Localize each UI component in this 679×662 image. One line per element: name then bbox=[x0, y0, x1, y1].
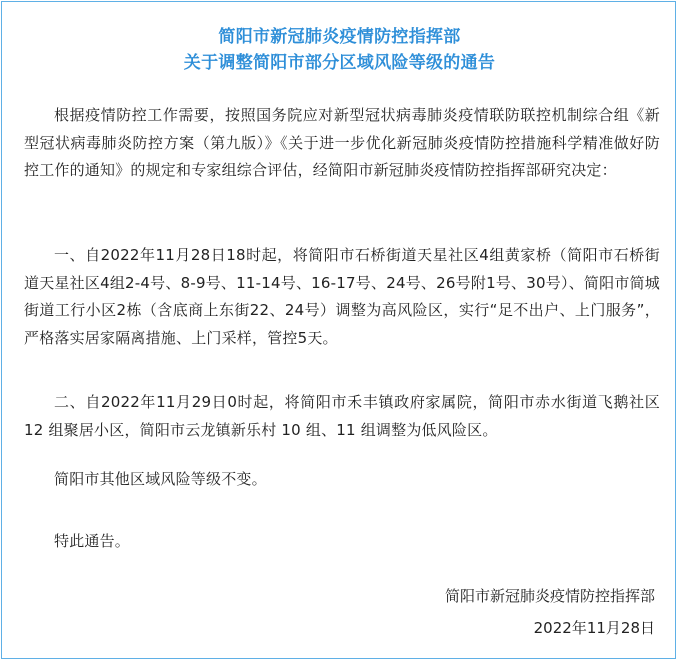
paragraph-low-risk: 二、自2022年11月29日0时起，将简阳市禾丰镇政府家属院，简阳市赤水街道飞鹅社区 12 组聚居小区，简阳市云龙镇新乐村 10 组、11 组调整为低风险区。 bbox=[24, 393, 660, 439]
paragraph-closing: 特此通告。 bbox=[54, 532, 131, 550]
notice-date: 2022年11月28日 bbox=[533, 619, 655, 637]
signature: 简阳市新冠肺炎疫情防控指挥部 bbox=[444, 587, 655, 605]
paragraph-high-risk: 一、自2022年11月28日18时起，将简阳市石桥街道天星社区4组黄家桥（简阳市石桥街道天星社区4组2-4号、8-9号、11-14号、16-17号、24号、26号附1号、30号）、简阳市简城街道工行小区2栋（含底商上东街22、24号）调整为高风险区，实行“足不出户、上门服务”，严格落实居家隔离措施、上门采样，管控5天。 bbox=[24, 246, 660, 347]
paragraph-intro: 根据疫情防控工作需要，按照国务院应对新型冠状病毒肺炎疫情联防联控机制综合组《新型冠状病毒肺炎防控方案（第九版）》《关于进一步优化新冠肺炎疫情防控措施科学精准做好防控工作的通知》的规定和专家组综合评估，经简阳市新冠肺炎疫情防控指挥部研究决定： bbox=[24, 106, 660, 179]
paragraph-unchanged: 简阳市其他区域风险等级不变。 bbox=[54, 470, 267, 488]
notice-title-line2: 关于调整简阳市部分区域风险等级的通告 bbox=[183, 53, 496, 73]
notice-title-line1: 简阳市新冠肺炎疫情防控指挥部 bbox=[218, 27, 461, 47]
